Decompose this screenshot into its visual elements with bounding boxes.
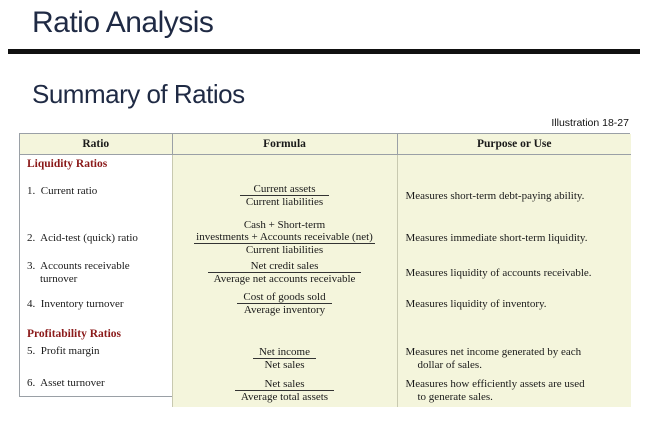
formula-fraction xyxy=(237,291,331,317)
ratio-cell xyxy=(20,375,172,407)
purpose-cell xyxy=(397,343,631,375)
formula-cell xyxy=(172,219,397,257)
category-profitability: Profitability Ratios xyxy=(27,328,122,340)
formula-cell xyxy=(172,257,397,289)
formula-fraction xyxy=(240,183,329,209)
row-number: 4. xyxy=(27,297,36,310)
formula-cell xyxy=(172,375,397,407)
header-purpose: Purpose or Use xyxy=(397,134,631,155)
purpose-text-continued: to generate sales. xyxy=(417,391,493,403)
section-title: Summary of Ratios xyxy=(32,79,245,109)
illustration-label: Illustration 18-27 xyxy=(551,117,629,129)
formula-denominator: Average total assets xyxy=(240,391,329,403)
formula-denominator: Average inventory xyxy=(243,304,326,316)
formula-numerator-line1: Cash + Short-term xyxy=(243,219,326,231)
row-number: 1. xyxy=(27,184,36,197)
formula-denominator: Average net accounts receivable xyxy=(213,273,356,285)
ratio-cell xyxy=(20,257,172,289)
purpose-text: Measures liquidity of inventory. xyxy=(405,297,547,310)
ratio-cell xyxy=(20,219,172,257)
row-number: 3. xyxy=(27,260,36,272)
table-row xyxy=(20,257,631,289)
formula-numerator: Net sales xyxy=(235,378,334,391)
formula-fraction xyxy=(235,378,334,404)
category-row xyxy=(20,319,631,343)
formula-fraction xyxy=(208,260,362,286)
formula-numerator: Current assets xyxy=(240,183,329,196)
formula-fraction xyxy=(194,231,375,257)
ratio-name: Accounts receivable xyxy=(40,260,130,272)
formula-cell xyxy=(172,173,397,219)
slide-title: Ratio Analysis xyxy=(32,6,214,39)
purpose-cell xyxy=(397,289,631,319)
formula-fraction xyxy=(253,346,316,372)
ratio-name: Current ratio xyxy=(40,184,98,197)
table-header-row xyxy=(20,134,631,155)
formula-denominator: Net sales xyxy=(264,359,305,371)
ratio-name: Inventory turnover xyxy=(40,297,124,310)
ratio-name: Asset turnover xyxy=(40,377,105,389)
ratio-name: Profit margin xyxy=(40,345,100,357)
row-number: 6. xyxy=(27,377,36,389)
purpose-text: Measures how efficiently assets are used xyxy=(405,378,585,390)
ratio-name-continued: turnover xyxy=(40,273,78,285)
formula-numerator: Net credit sales xyxy=(208,260,362,273)
ratio-cell xyxy=(20,173,172,219)
purpose-text: Measures short-term debt-paying ability. xyxy=(405,189,585,202)
formula-numerator: Cost of goods sold xyxy=(237,291,331,304)
purpose-text-continued: dollar of sales. xyxy=(417,359,482,371)
title-divider xyxy=(8,49,640,54)
table-row xyxy=(20,289,631,319)
formula-denominator: Current liabilities xyxy=(245,244,324,256)
purpose-text: Measures immediate short-term liquidity. xyxy=(405,231,588,244)
formula-numerator: Net income xyxy=(253,346,316,359)
table-row xyxy=(20,375,631,407)
ratio-summary-table xyxy=(19,133,630,403)
ratio-cell xyxy=(20,343,172,375)
formula-numerator: investments + Accounts receivable (net) xyxy=(196,231,373,243)
category-row xyxy=(20,155,631,174)
header-ratio: Ratio xyxy=(20,134,172,155)
purpose-text: Measures net income generated by each xyxy=(405,346,582,358)
purpose-text: Measures liquidity of accounts receivable. xyxy=(405,266,592,279)
ratio-cell xyxy=(20,289,172,319)
row-number: 5. xyxy=(27,345,36,357)
formula-cell xyxy=(172,343,397,375)
category-liquidity: Liquidity Ratios xyxy=(27,158,108,170)
formula-cell xyxy=(172,289,397,319)
purpose-cell xyxy=(397,257,631,289)
formula-denominator: Current liabilities xyxy=(245,196,324,208)
purpose-cell xyxy=(397,375,631,407)
row-number: 2. xyxy=(27,231,36,244)
header-formula: Formula xyxy=(172,134,397,155)
ratio-name: Acid-test (quick) ratio xyxy=(40,231,138,244)
purpose-cell xyxy=(397,173,631,219)
table-row xyxy=(20,343,631,375)
table-row xyxy=(20,219,631,257)
purpose-cell xyxy=(397,219,631,257)
table-row xyxy=(20,173,631,219)
